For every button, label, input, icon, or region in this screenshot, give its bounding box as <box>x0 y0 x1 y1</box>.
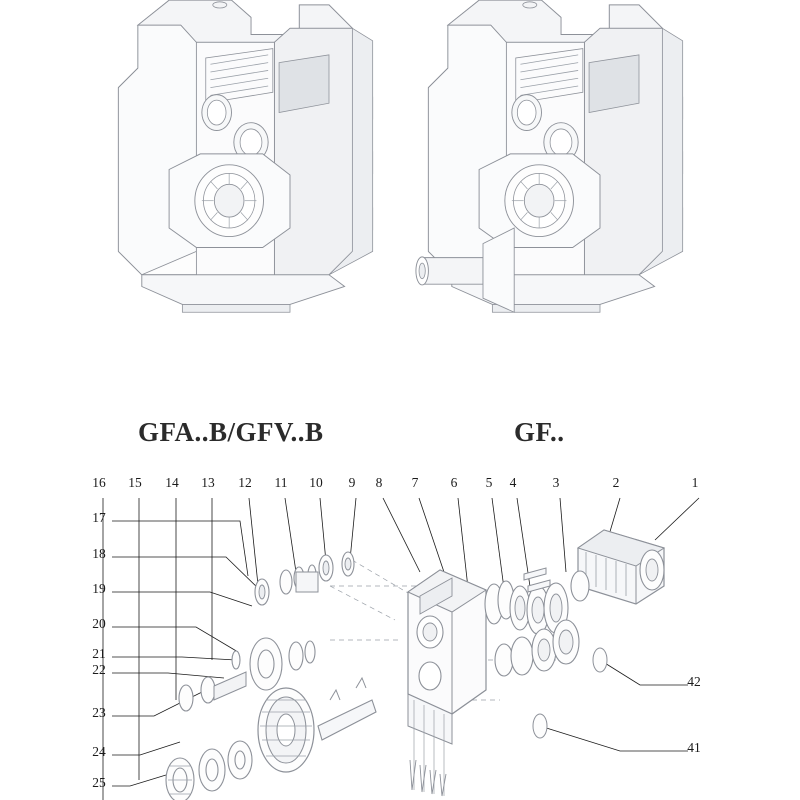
callout-right-41: 41 <box>687 740 701 755</box>
callout-right-42: 42 <box>687 674 701 689</box>
exploded-gearbox-diagram <box>103 498 699 800</box>
callout-top-13: 13 <box>201 475 215 490</box>
callout-top-10: 10 <box>309 475 323 490</box>
callout-top-3: 3 <box>552 475 560 490</box>
callout-top-16: 16 <box>92 475 106 490</box>
callout-left-21: 21 <box>92 646 106 661</box>
large-gear-icon <box>258 688 314 772</box>
callout-top-11: 11 <box>274 475 288 490</box>
callout-top-15: 15 <box>128 475 142 490</box>
pinion-shaft-icon <box>318 678 376 740</box>
motor-adapter-icon <box>571 530 664 604</box>
figure-caption-left: GFA..B/GFV..B <box>138 417 324 447</box>
callout-top-2: 2 <box>612 475 620 490</box>
callout-top-6: 6 <box>450 475 458 490</box>
callout-left-22: 22 <box>92 662 106 677</box>
callout-top-14: 14 <box>165 475 179 490</box>
callout-top-12: 12 <box>238 475 252 490</box>
callout-top-1: 1 <box>691 475 699 490</box>
callout-left-24: 24 <box>92 744 106 759</box>
callout-left-23: 23 <box>92 705 106 720</box>
callout-left-19: 19 <box>92 581 106 596</box>
figure-caption-right: GF.. <box>514 417 565 447</box>
housing-part-icon <box>408 570 486 796</box>
callout-left-17: 17 <box>92 510 106 525</box>
callout-top-7: 7 <box>411 475 419 490</box>
gearbox-assembly-right <box>416 0 683 312</box>
callout-top-4: 4 <box>509 475 517 490</box>
callout-top-8: 8 <box>375 475 383 490</box>
callout-left-18: 18 <box>92 546 106 561</box>
callout-left-20: 20 <box>92 616 106 631</box>
gearbox-assembly-left <box>118 0 372 312</box>
callout-top-5: 5 <box>485 475 493 490</box>
callout-left-25: 25 <box>92 775 106 790</box>
callout-top-9: 9 <box>348 475 356 490</box>
